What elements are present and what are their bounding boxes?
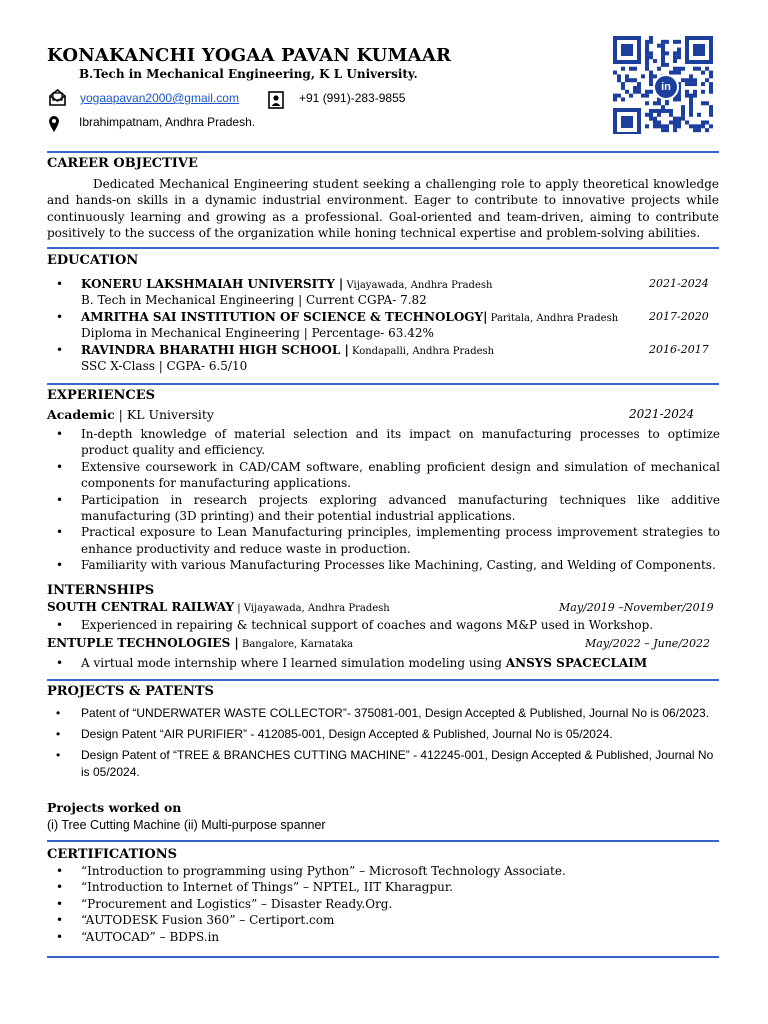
- education-detail: Diploma in Mechanical Engineering | Percentage- 63.42%: [81, 326, 434, 340]
- candidate-name: KONAKANCHI YOGAA PAVAN KUMAAR: [47, 45, 452, 66]
- institution-name: KONERU LAKSHMAIAH UNIVERSITY |: [81, 277, 344, 291]
- divider: [47, 383, 719, 385]
- institution-name: RAVINDRA BHARATHI HIGH SCHOOL |: [81, 343, 349, 357]
- certification-list: [47, 863, 720, 945]
- section-title-internships: INTERNSHIPS: [47, 583, 155, 598]
- email-link[interactable]: yogaapavan2000@gmail.com: [80, 91, 239, 105]
- internship-list: [47, 617, 720, 633]
- academic-label: Academic: [47, 407, 115, 422]
- linkedin-icon: in: [653, 74, 679, 100]
- list-item: • “AUTOCAD” – BDPS.in: [47, 929, 720, 945]
- internship-heading: [47, 600, 390, 614]
- education-years: 2021-2024: [649, 277, 709, 290]
- list-item: • “AUTODESK Fusion 360” – Certiport.com: [47, 912, 720, 928]
- education-years: 2017-2020: [649, 310, 709, 323]
- education-detail: B. Tech in Mechanical Engineering | Current CGPA- 7.82: [81, 293, 427, 307]
- institution-place: Vijayawada, Andhra Pradesh: [343, 280, 493, 291]
- experience-list: [47, 426, 720, 574]
- internship-dates: May/2019 –November/2019: [559, 601, 714, 614]
- education-detail: SSC X-Class | CGPA- 6.5/10: [81, 359, 248, 373]
- projects-worked-text: (i) Tree Cutting Machine (ii) Multi-purpose spanner: [47, 818, 326, 832]
- list-item: • “Introduction to programming using Python” – Microsoft Technology Associate.: [47, 863, 720, 879]
- education-years: 2016-2017: [649, 343, 709, 356]
- divider: [47, 679, 719, 681]
- academic-years: 2021-2024: [629, 407, 695, 421]
- divider: [47, 840, 719, 842]
- qr-code-icon[interactable]: [613, 36, 715, 134]
- list-item: • Practical exposure to Lean Manufacturing principles, implementing process improvement strategies to enhance productivity and reduce waste in production.: [47, 524, 720, 557]
- divider: [47, 247, 719, 249]
- list-item: • Extensive coursework in CAD/CAM software, enabling proficient design and simulation of mechanical components for manufacturing applications.: [47, 459, 720, 492]
- section-title-objective: CAREER OBJECTIVE: [47, 156, 198, 171]
- list-item: [47, 655, 720, 671]
- list-item: • Design Patent of “TREE & BRANCHES CUTTING MACHINE” - 412245-001, Design Accepted & Published, Journal No is 05/2024.: [47, 747, 720, 781]
- company-name: SOUTH CENTRAL RAILWAY: [47, 600, 235, 614]
- list-item: • In-depth knowledge of material selection and its impact on manufacturing processes to optimize product quality and efficiency.: [47, 426, 720, 459]
- phone-contact-icon: [268, 91, 284, 109]
- list-item: • “Introduction to Internet of Things” – NPTEL, IIT Kharagpur.: [47, 879, 720, 895]
- company-name: ENTUPLE TECHNOLOGIES |: [47, 636, 239, 650]
- institution-name: AMRITHA SAI INSTITUTION OF SCIENCE & TECHNOLOGY|: [81, 310, 488, 324]
- divider: [47, 151, 719, 153]
- patent-list: [47, 705, 720, 781]
- company-place: | Vijayawada, Andhra Pradesh: [234, 603, 390, 614]
- location-pin-icon: [48, 115, 60, 133]
- academic-org: | KL University: [114, 407, 214, 422]
- location-text: Ibrahimpatnam, Andhra Pradesh.: [79, 115, 256, 129]
- internship-dates: May/2022 – June/2022: [585, 637, 711, 650]
- list-item: • Participation in research projects exploring advanced manufacturing techniques like additive manufacturing (3D printing) and their potential industrial applications.: [47, 492, 720, 525]
- internship-bullet-text: A virtual mode internship where I learned simulation modeling using: [81, 656, 506, 670]
- section-title-certifications: CERTIFICATIONS: [47, 847, 177, 862]
- list-item: • Patent of “UNDERWATER WASTE COLLECTOR”- 375081-001, Design Accepted & Published, Journal No is 06/2023.: [47, 705, 720, 722]
- institution-place: Kondapalli, Andhra Pradesh: [348, 346, 495, 357]
- phone-number: +91 (991)-283-9855: [299, 91, 406, 105]
- objective-text: Dedicated Mechanical Engineering student seeking a challenging role to apply theoretical knowledge and hands-on skills in a dynamic industrial environment. Eager to contribute to innovative projects while continuously learning and growing as a professional. Goal-oriented and team-driven, aiming to contribute positively to the success of the organization while honing technical expertise and problem-solving abilities.: [47, 177, 719, 240]
- list-item: • Design Patent “AIR PURIFIER” - 412085-001, Design Accepted & Published, Journal No is 05/2024.: [47, 726, 720, 743]
- projects-worked-title: Projects worked on: [47, 800, 182, 815]
- section-title-projects: PROJECTS & PATENTS: [47, 684, 214, 699]
- section-title-experiences: EXPERIENCES: [47, 388, 155, 403]
- internship-heading: [47, 636, 353, 650]
- internship-list: [47, 655, 720, 671]
- company-place: Bangalore, Karnataka: [238, 639, 353, 650]
- divider: [47, 956, 719, 958]
- list-item: • “Procurement and Logistics” – Disaster Ready.Org.: [47, 896, 720, 912]
- academic-heading: [47, 407, 214, 422]
- list-item: • Familiarity with various Manufacturing Processes like Machining, Casting, and Welding of Components.: [47, 557, 720, 573]
- institution-place: Paritala, Andhra Pradesh: [487, 313, 619, 324]
- software-name: ANSYS SPACECLAIM: [505, 656, 648, 670]
- email-icon: [48, 88, 67, 107]
- section-title-education: EDUCATION: [47, 253, 139, 268]
- degree-line: B.Tech in Mechanical Engineering, K L University.: [79, 67, 418, 81]
- list-item: • Experienced in repairing & technical support of coaches and wagons M&P used in Workshop.: [47, 617, 720, 633]
